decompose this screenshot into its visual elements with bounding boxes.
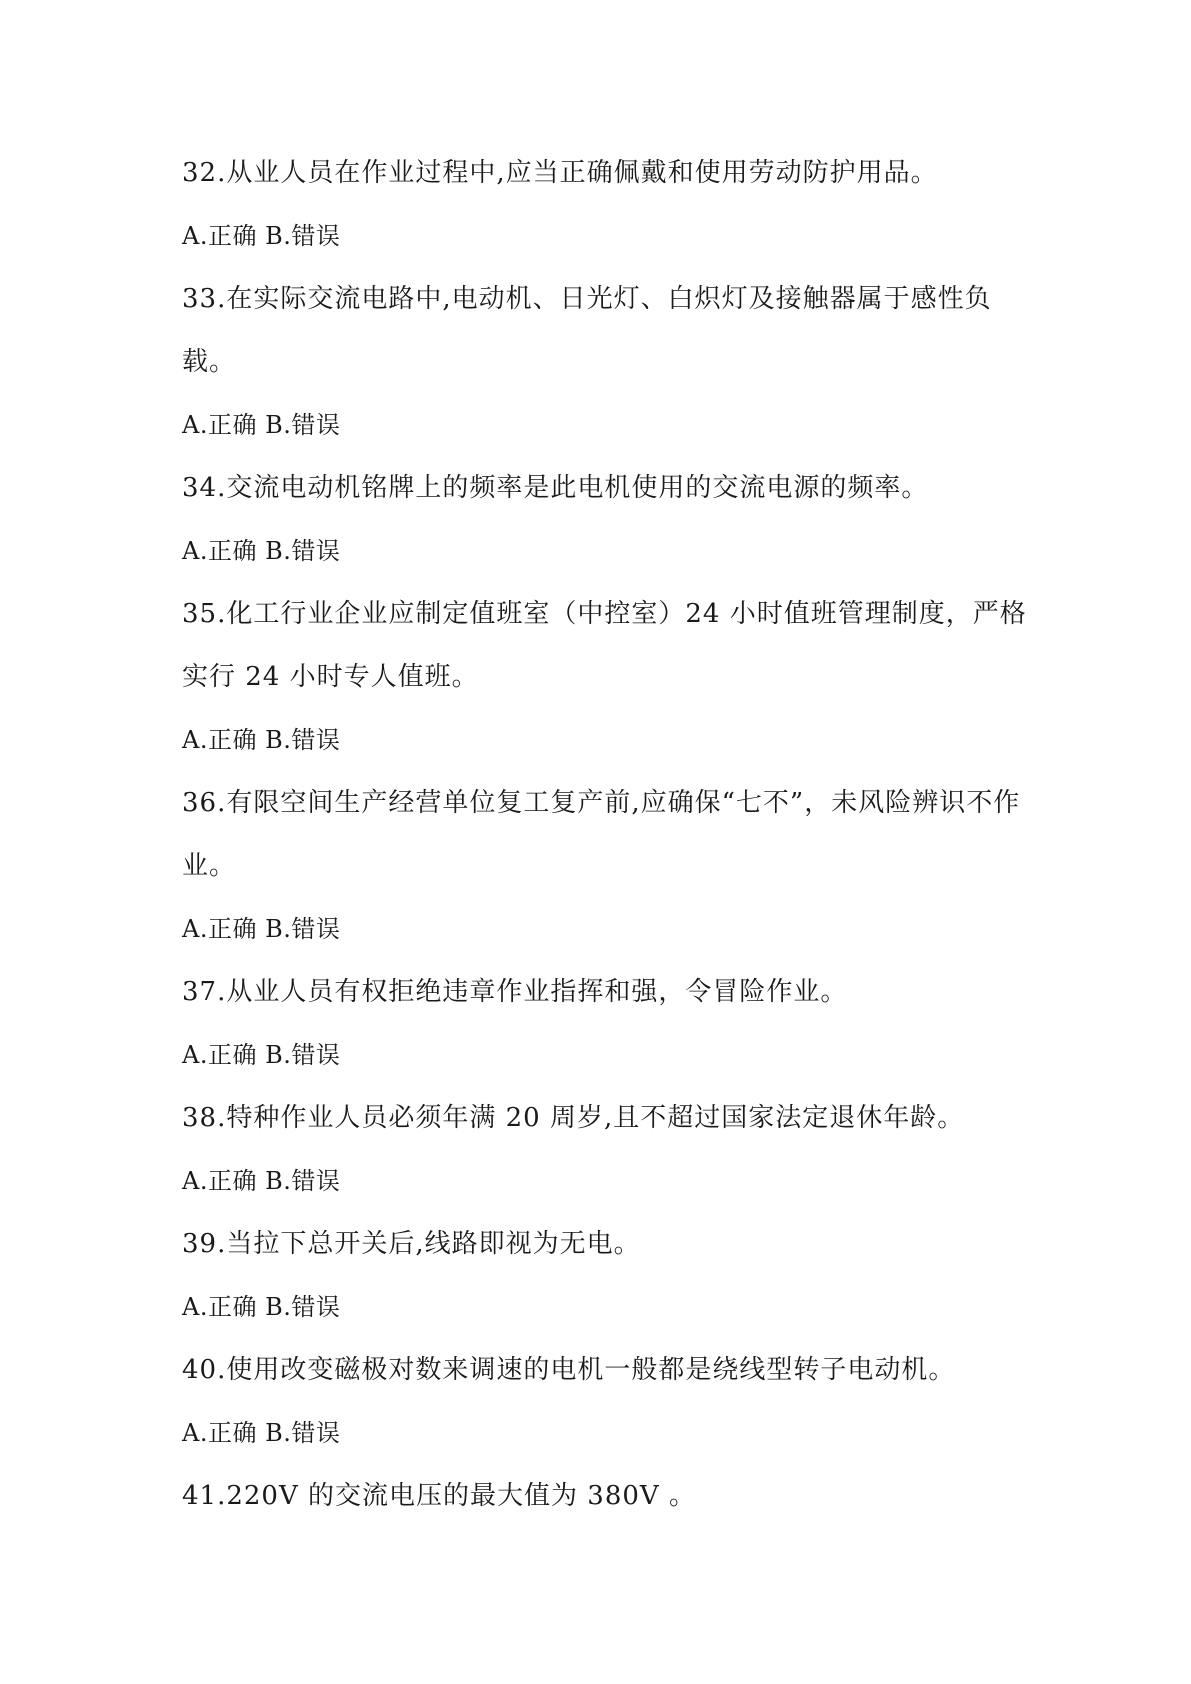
question-38-options: A.正确 B.错误 [182,1167,341,1195]
question-37-options: A.正确 B.错误 [182,1041,341,1069]
question-34-options: A.正确 B.错误 [182,537,341,565]
question-34-line: 34.交流电动机铭牌上的频率是此电机使用的交流电源的频率。 [182,473,929,503]
question-33-options: A.正确 B.错误 [182,411,341,439]
question-37-line: 37.从业人员有权拒绝违章作业指挥和强，令冒险作业。 [182,977,848,1007]
question-35-line-1: 35.化工行业企业应制定值班室（中控室）24 小时值班管理制度，严格 [182,599,1027,629]
question-35-options: A.正确 B.错误 [182,726,341,754]
question-40-options: A.正确 B.错误 [182,1419,341,1447]
question-40-line: 40.使用改变磁极对数来调速的电机一般都是绕线型转子电动机。 [182,1355,956,1385]
question-39-options: A.正确 B.错误 [182,1293,341,1321]
question-32-line: 32.从业人员在作业过程中,应当正确佩戴和使用劳动防护用品。 [182,158,938,188]
question-35-line-2: 实行 24 小时专人值班。 [182,662,479,692]
question-33-line-2: 载。 [182,347,237,377]
question-36-line-2: 业。 [182,851,237,881]
question-32-options: A.正确 B.错误 [182,222,341,250]
question-36-options: A.正确 B.错误 [182,915,341,943]
question-38-line: 38.特种作业人员必须年满 20 周岁,且不超过国家法定退休年龄。 [182,1103,965,1133]
question-33-line-1: 33.在实际交流电路中,电动机、日光灯、白炽灯及接触器属于感性负 [182,284,992,314]
question-39-line: 39.当拉下总开关后,线路即视为无电。 [182,1229,641,1259]
question-36-line-1: 36.有限空间生产经营单位复工复产前,应确保“七不”，未风险辨识不作 [182,788,1021,818]
question-41-line: 41.220V 的交流电压的最大值为 380V 。 [182,1481,696,1511]
